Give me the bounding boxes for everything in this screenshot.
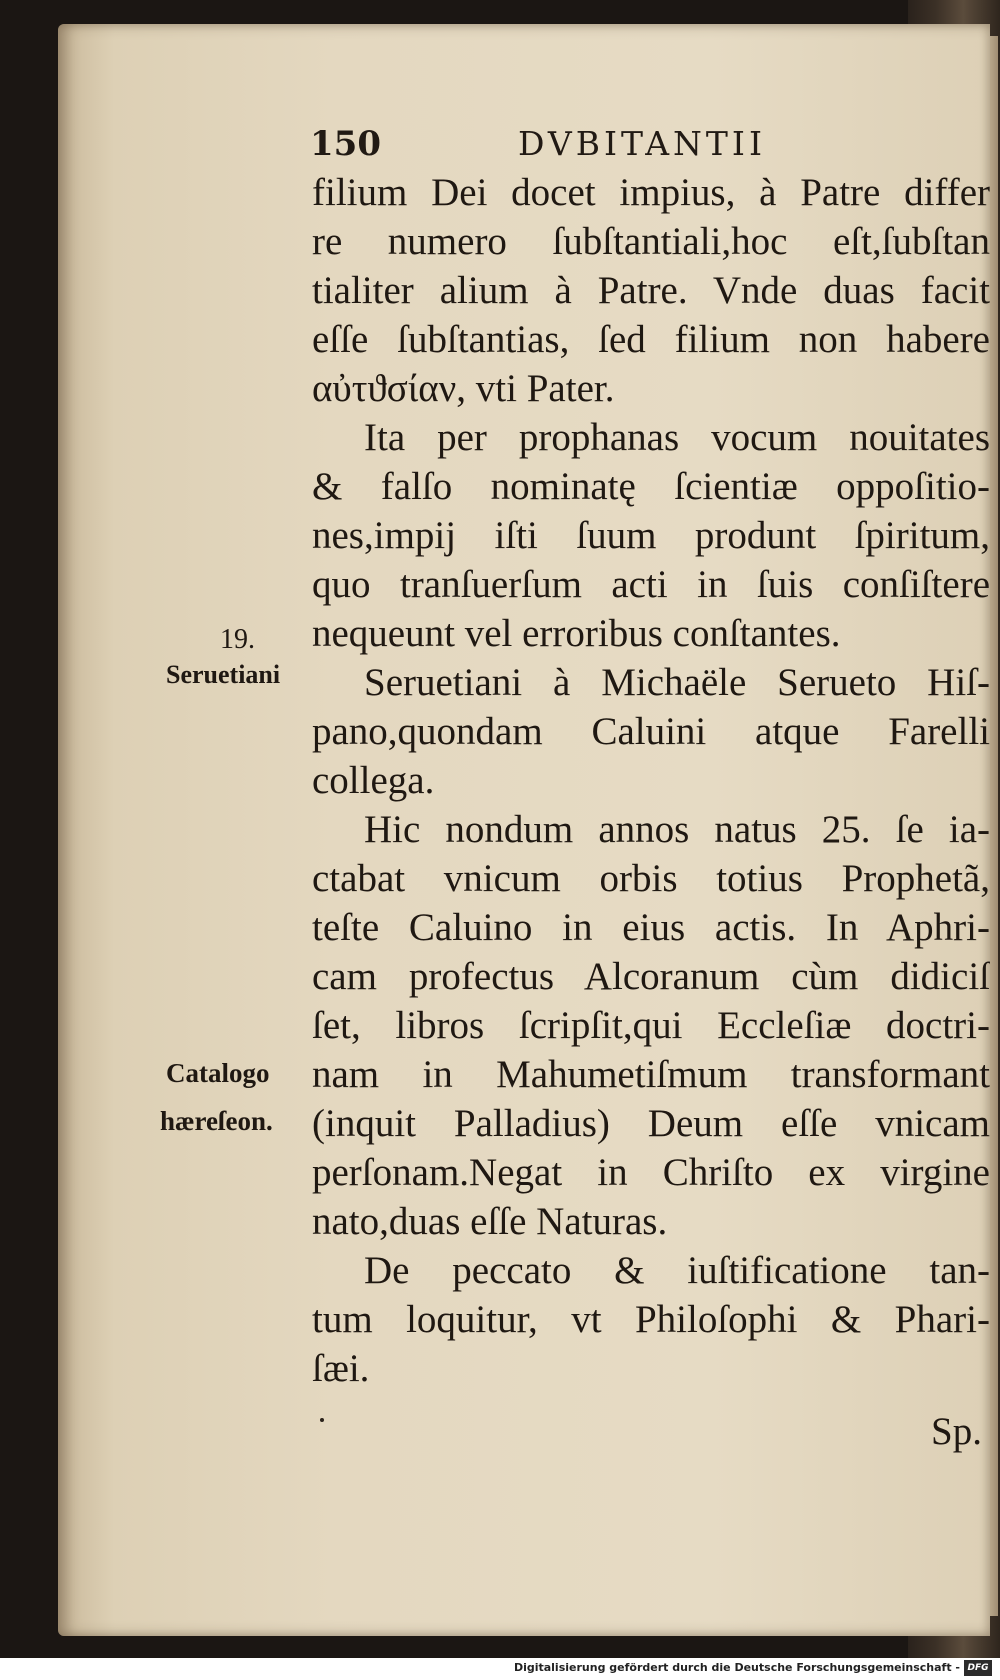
ink-speck [320, 1418, 324, 1422]
page-number: 150 [310, 124, 381, 164]
margin-note-seruetiani: Seruetiani [166, 660, 281, 689]
margin-note-haereseon: hæreſeon. [160, 1106, 273, 1136]
running-head [310, 124, 790, 170]
margin-note-catalogo: Catalogo [166, 1058, 270, 1088]
text-line: nato,duas eſſe Naturas. [312, 1200, 668, 1243]
text-line: perſonam.Negat in Chriſto ex virgine [312, 1151, 990, 1194]
text-line: De peccato & iuſtificatione tan- [364, 1249, 990, 1292]
text-line: nam in Mahumetiſmum transformant [312, 1053, 990, 1096]
running-title: DVBITANTII [518, 124, 766, 163]
text-line: ctabat vnicum orbis totius Prophetã, [312, 857, 990, 900]
text-line: eſſe ſubſtantias, ſed filium non habere [312, 318, 990, 361]
text-line: teſte Caluino in eius actis. In Aphri- [312, 906, 990, 949]
text-line: & falſo nominatę ſcientiæ oppoſitio- [312, 465, 990, 508]
text-line: filium Dei docet impius, à Patre differ [312, 171, 990, 214]
text-line: (inquit Palladius) Deum eſſe vnicam [312, 1102, 990, 1145]
text-line: re numero ſubſtantiali,hoc eſt,ſubſtan [312, 220, 990, 263]
funding-credit: Digitalisierung gefördert durch die Deutsche Forschungsgemeinschaft - [513, 1661, 960, 1674]
text-line: cam profectus Alcoranum cùm didiciſ [312, 955, 990, 998]
catchword: Sp. [931, 1410, 982, 1453]
text-line: quo tranſuerſum acti in ſuis conſiſtere [312, 563, 990, 606]
dfg-logo: DFG [964, 1660, 992, 1676]
text-line: pano,quondam Caluini atque Farelli [312, 710, 990, 753]
text-line: Hic nondum annos natus 25. ſe ia- [364, 808, 990, 851]
body-text [312, 168, 990, 1456]
text-line: nequeunt vel erroribus conſtantes. [312, 612, 841, 655]
text-line: collega. [312, 759, 435, 802]
text-line: ſæi. [312, 1347, 370, 1390]
text-line: nes,impij iſti ſuum produnt ſpiritum, [312, 514, 990, 557]
text-line: ſet, libros ſcripſit,qui Eccleſiæ doctri- [312, 1004, 990, 1047]
footer-bar [0, 1658, 1000, 1680]
text-line: Ita per prophanas vocum nouitates [364, 416, 990, 459]
text-line: tum loquitur, vt Philoſophi & Phari- [312, 1298, 990, 1341]
margin-section-number: 19. [220, 624, 255, 655]
text-line: Seruetiani à Michaële Serueto Hiſ- [364, 661, 990, 704]
text-line: tialiter alium à Patre. Vnde duas facit [312, 269, 990, 312]
text-line: αὐτϑσίαν, vti Pater. [312, 367, 615, 410]
